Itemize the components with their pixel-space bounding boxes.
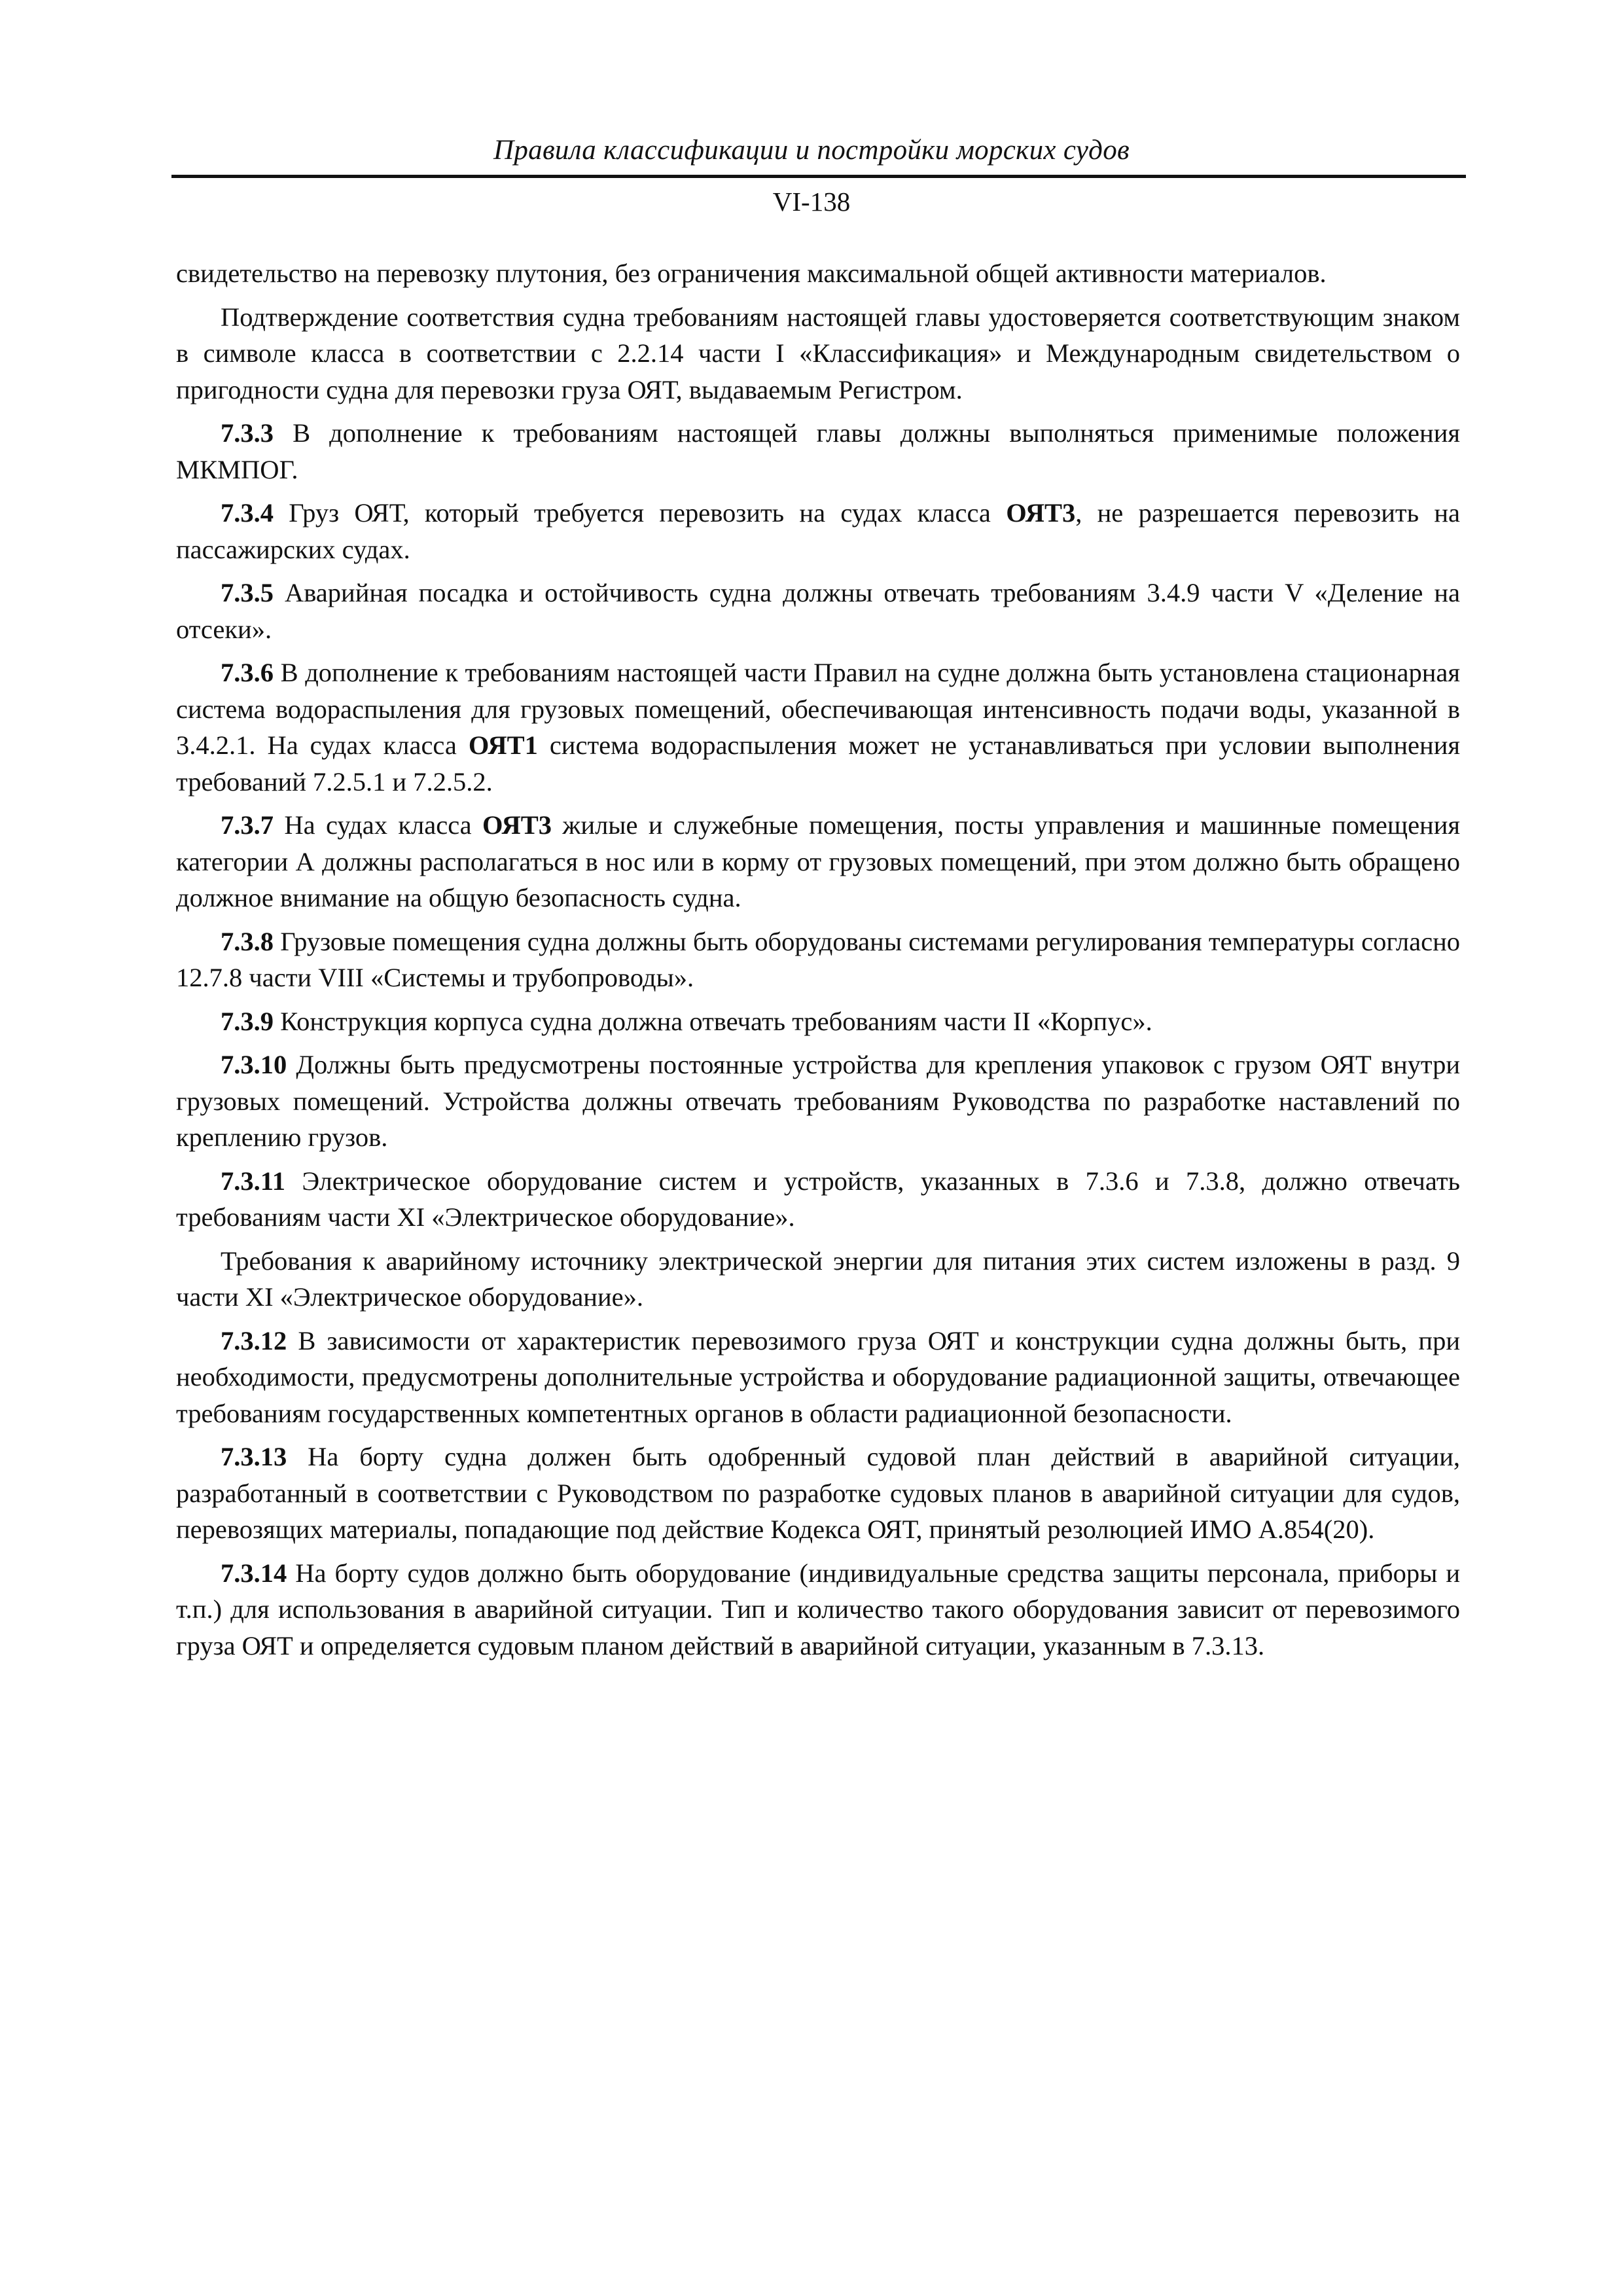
paragraph-7-3-7 — [176, 807, 1460, 916]
paragraph-text: Требования к аварийному источнику электрической энергии для питания этих систем изложены в разд. 9 части XI «Электрическое оборудование». — [176, 1246, 1460, 1312]
paragraph-7-3-11 — [176, 1163, 1460, 1236]
paragraph-7-3-10 — [176, 1047, 1460, 1156]
paragraph-7-3-12 — [176, 1323, 1460, 1432]
paragraph-7-3-13 — [176, 1439, 1460, 1548]
paragraph-text: Электрическое оборудование систем и устройств, указанных в 7.3.6 и 7.3.8, должно отвечать требованиям части XI «Электрическое оборудование». — [176, 1166, 1460, 1232]
class-notation: ОЯТ1 — [468, 730, 538, 760]
clause-number: 7.3.8 — [221, 926, 274, 956]
page-number: VI-138 — [772, 187, 851, 217]
paragraph-7-3-14 — [176, 1555, 1460, 1664]
clause-number: 7.3.13 — [221, 1442, 287, 1471]
paragraph-text: система водораспыления может не устанавливаться при условии выполнения требований 7.2.5.1 и 7.2.5.2. — [176, 730, 1461, 797]
paragraph-text: Грузовые помещения судна должны быть оборудованы системами регулирования температуры согласно 12.7.8 части VIII «Системы и трубопроводы». — [176, 926, 1460, 992]
paragraph-text: В зависимости от характеристик перевозимого груза ОЯТ и конструкции судна должны быть, при необходимости, предусмотрены дополнительные устройства и оборудование радиационной защиты, отвечающее требованиям государственных компетентных органов в области радиационной безопасности. — [176, 1325, 1460, 1428]
paragraph-7-3-3 — [176, 415, 1460, 488]
paragraph-text: Подтверждение соответствия судна требованиям настоящей главы удостоверяется соответствующим знаком в символе класса в соответствии с 2.2.14 части I «Классификация» и Международным свидетельством о пригодности судна для перевозки груза ОЯТ, выдаваемым Регистром. — [176, 302, 1460, 404]
paragraph-7-3-9 — [176, 1003, 1460, 1040]
paragraph-emergency-power — [176, 1243, 1460, 1316]
paragraph-text: Конструкция корпуса судна должна отвечать требованиям части II «Корпус». — [280, 1006, 1152, 1036]
paragraph-text: Аварийная посадка и остойчивость судна должны отвечать требованиям 3.4.9 части V «Деление на отсеки». — [176, 578, 1460, 644]
paragraph-7-3-8 — [176, 924, 1460, 996]
paragraph-text: свидетельство на перевозку плутония, без ограничения максимальной общей активности материалов. — [176, 259, 1327, 288]
paragraph-text: Груз ОЯТ, который требуется перевозить на судах класса — [289, 498, 991, 528]
clause-number: 7.3.14 — [221, 1558, 287, 1588]
paragraph-text: В дополнение к требованиям настоящей главы должны выполняться применимые положения МКМПОГ. — [176, 418, 1460, 484]
paragraph-text: В дополнение к требованиям настоящей части Правил на судне должна быть установлена стационарная система водораспыления для грузовых помещений, обеспечивающая интенсивность подачи воды, указанной в 3.4.2.1. На судах класса — [176, 658, 1460, 760]
paragraph-7-3-4 — [176, 495, 1460, 567]
clause-number: 7.3.5 — [221, 578, 274, 607]
running-header-title: Правила классификации и постройки морских судов — [493, 135, 1130, 166]
paragraph-text: На борту судов должно быть оборудование (индивидуальные средства защиты персонала, приборы и т.п.) для использования в аварийной ситуации. Тип и количество такого оборудования зависит от перевозимого груза ОЯТ и определяется судовым планом действий в аварийной ситуации, указанным в 7.3.13. — [176, 1558, 1460, 1660]
clause-number: 7.3.7 — [221, 810, 274, 840]
clause-number: 7.3.11 — [221, 1166, 286, 1196]
clause-number: 7.3.12 — [221, 1325, 287, 1355]
paragraph-confirmation — [176, 299, 1460, 408]
clause-number: 7.3.9 — [221, 1006, 274, 1036]
paragraph-text: Должны быть предусмотрены постоянные устройства для крепления упаковок с грузом ОЯТ внутри грузовых помещений. Устройства должны отвечать требованиям Руководства по разработке наставлений по креплению грузов. — [176, 1050, 1460, 1152]
paragraph-text: , не разрешается перевозить на пассажирских судах. — [176, 498, 1461, 564]
header-divider — [171, 175, 1466, 178]
class-notation: ОЯТ3 — [482, 810, 552, 840]
paragraph-text: На судах класса — [284, 810, 472, 840]
paragraph-continuation — [176, 255, 1460, 292]
clause-number: 7.3.6 — [221, 658, 274, 687]
paragraph-text: жилые и служебные помещения, посты управления и машинные помещения категории А должны располагаться в нос или в корму от грузовых помещений, при этом должно быть обращено должное внимание на общую безопасность судна. — [176, 810, 1461, 912]
clause-number: 7.3.10 — [221, 1050, 287, 1079]
clause-number: 7.3.4 — [221, 498, 274, 528]
paragraph-text: На борту судна должен быть одобренный судовой план действий в аварийной ситуации, разработанный в соответствии с Руководством по разработке судовых планов в аварийной ситуации для судов, перевозящих материалы, попадающие под действие Кодекса ОЯТ, принятый резолюцией ИМО A.854(20). — [176, 1442, 1460, 1544]
clause-number: 7.3.3 — [221, 418, 274, 448]
paragraph-7-3-6 — [176, 655, 1460, 800]
class-notation: ОЯТ3 — [1006, 498, 1076, 528]
paragraph-7-3-5 — [176, 575, 1460, 647]
document-body — [176, 255, 1460, 1671]
